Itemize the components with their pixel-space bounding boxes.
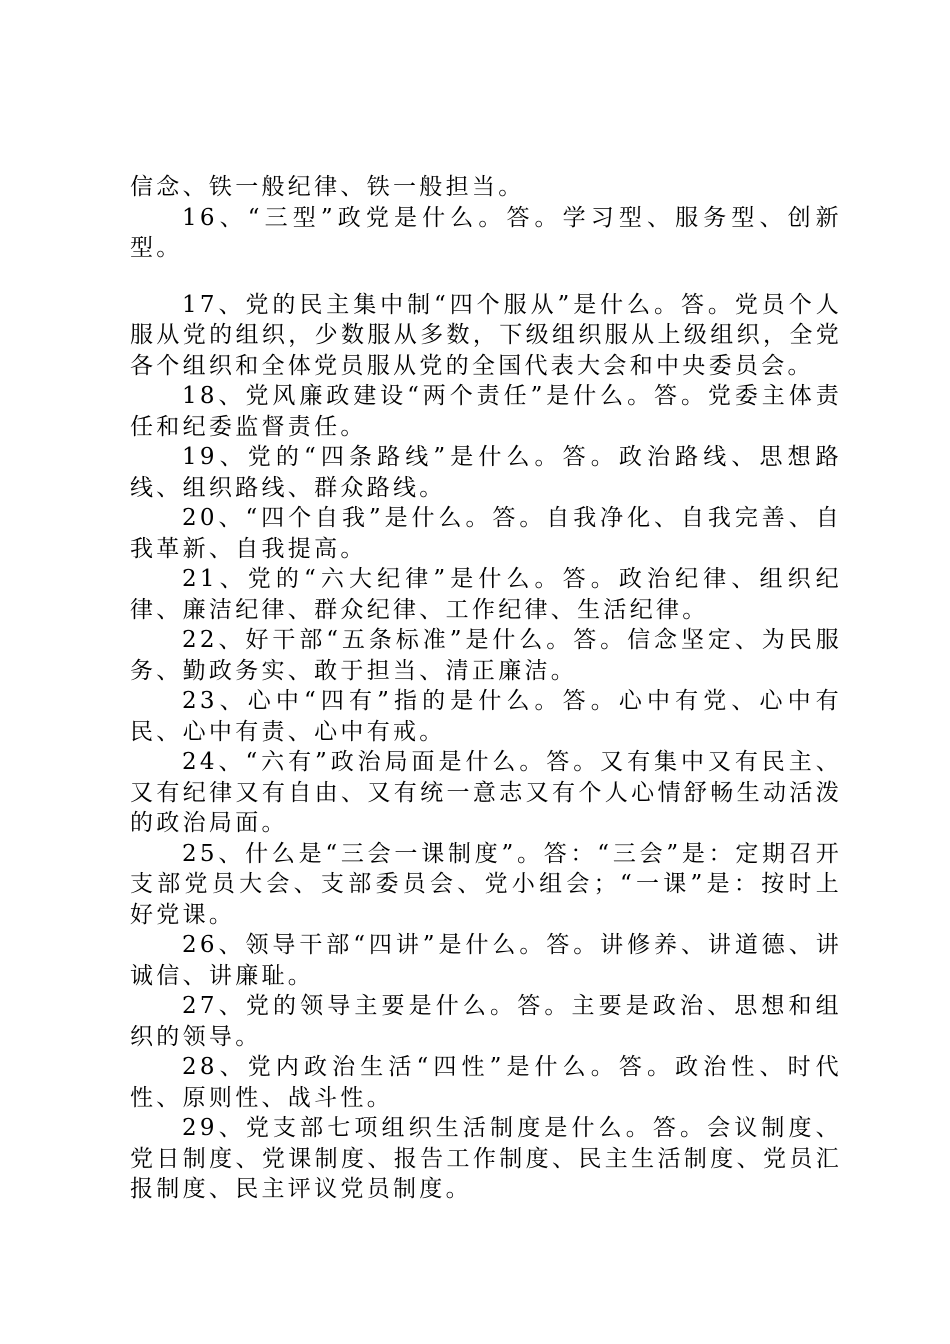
paragraph-item-24: 24、“六有”政治局面是什么。答。又有集中又有民主、又有纪律又有自由、又有统一意志又有个人心情舒畅生动活泼的政治局面。 [130,749,842,836]
document-body [130,172,842,1205]
paragraph-item-20: 20、“四个自我”是什么。答。自我净化、自我完善、自我革新、自我提高。 [130,505,842,562]
paragraph-item-26: 26、领导干部“四讲”是什么。答。讲修养、讲道德、讲诚信、讲廉耻。 [130,932,842,989]
paragraph-item-28: 28、党内政治生活“四性”是什么。答。政治性、时代性、原则性、战斗性。 [130,1054,842,1111]
paragraph-item-29: 29、党支部七项组织生活制度是什么。答。会议制度、党日制度、党课制度、报告工作制度、民主生活制度、党员汇报制度、民主评议党员制度。 [130,1115,842,1202]
paragraph-item-21: 21、党的“六大纪律”是什么。答。政治纪律、组织纪律、廉洁纪律、群众纪律、工作纪律、生活纪律。 [130,566,842,623]
paragraph-item-27: 27、党的领导主要是什么。答。主要是政治、思想和组织的领导。 [130,993,842,1050]
paragraph-item-23: 23、心中“四有”指的是什么。答。心中有党、心中有民、心中有责、心中有戒。 [130,688,842,745]
paragraph-item-16: 16、“三型”政党是什么。答。学习型、服务型、创新型。 [130,204,842,261]
paragraph-item-19: 19、党的“四条路线”是什么。答。政治路线、思想路线、组织路线、群众路线。 [130,444,842,501]
paragraph-item-17: 17、党的民主集中制“四个服从”是什么。答。党员个人服从党的组织，少数服从多数，下级组织服从上级组织，全党各个组织和全体党员服从党的全国代表大会和中央委员会。 [130,291,842,379]
paragraph-item-25: 25、什么是“三会一课制度”。答：“三会”是：定期召开支部党员大会、支部委员会、党小组会；“一课”是：按时上好党课。 [130,840,842,928]
paragraph-item-22: 22、好干部“五条标准”是什么。答。信念坚定、为民服务、勤政务实、敢于担当、清正廉洁。 [130,627,842,684]
paragraph-continuation: 信念、铁一般纪律、铁一般担当。 [130,174,525,200]
paragraph-item-18: 18、党风廉政建设“两个责任”是什么。答。党委主体责任和纪委监督责任。 [130,383,842,440]
